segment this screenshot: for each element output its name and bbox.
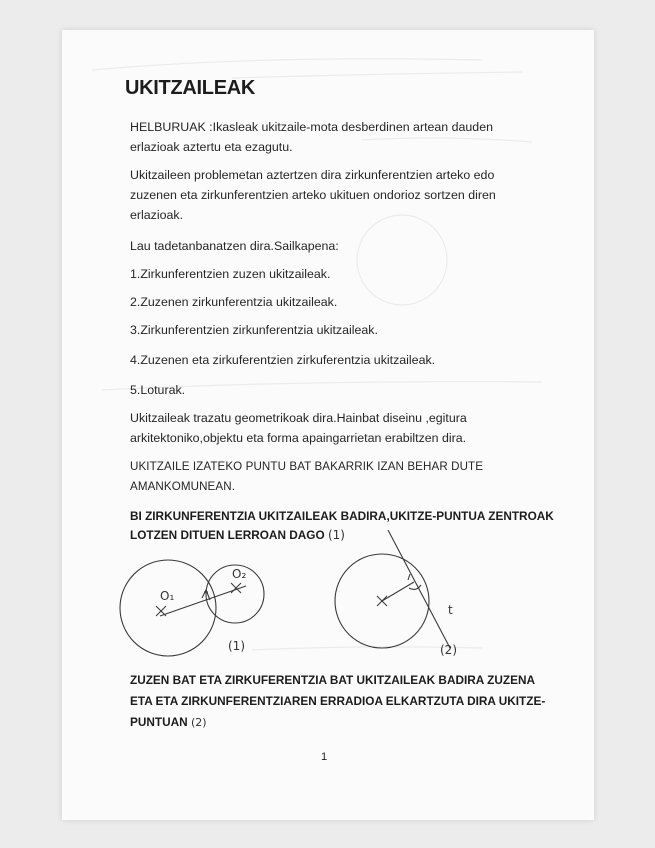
figure-2-label: (2)	[440, 643, 457, 657]
page-number: 1	[321, 751, 328, 763]
classification-item: 4.Zuzenen eta zirkuferentzien zirkuferentzia ukitzaileak.	[130, 353, 436, 367]
page-title: UKITZAILEAK	[125, 77, 256, 99]
line-t-label: t	[448, 603, 453, 617]
rule-line: ZUZEN BAT ETA ZIRKUFERENTZIA BAT UKITZAILEAK BADIRA ZUZENA	[130, 673, 535, 687]
classification-item: 2.Zuzenen zirkunferentzia ukitzaileak.	[130, 295, 338, 309]
center-mark-o1	[156, 606, 166, 616]
rule-line: PUNTUAN (2)	[130, 715, 207, 729]
radius	[382, 582, 414, 601]
classification-item: 5.Loturak.	[130, 383, 186, 397]
objective-line: erlazioak aztertu eta ezagutu.	[130, 140, 293, 154]
intro-line: erlazioak.	[130, 208, 184, 222]
o2-label: O₂	[232, 567, 247, 581]
rule-single-point: UKITZAILE IZATEKO PUNTU BAT BAKARRIK IZAN BEHAR DUTE	[130, 460, 484, 473]
o1-label: O₁	[160, 589, 175, 603]
classification-intro: Lau tadetanbanatzen dira.Sailkapena:	[130, 239, 339, 253]
rule-circles: BI ZIRKUNFERENTZIA UKITZAILEAK BADIRA,UKITZE-PUNTUA ZENTROAK	[130, 509, 554, 523]
rule-single-point: AMANKOMUNEAN.	[130, 480, 236, 493]
usage-line: Ukitzaileak trazatu geometrikoak dira.Hainbat diseinu ,egitura	[130, 411, 467, 425]
rule-circles-ref: (1)	[327, 528, 345, 542]
classification-item: 1.Zirkunferentzien zuzen ukitzaileak.	[130, 267, 331, 281]
intro-line: Ukitzaileen problemetan aztertzen dira zirkunferentzien arteko edo	[130, 168, 495, 182]
figure-2	[335, 530, 450, 648]
objective-line: HELBURUAK :Ikasleak ukitzaile-mota desberdinen artean dauden	[130, 120, 493, 134]
intro-line: zuzenen eta zirkunferentzien arteko ukituen ondorioz sortzen diren	[130, 188, 496, 202]
center-mark-fig2	[377, 596, 387, 606]
usage-line: arkitektoniko,objektu eta forma apaingarrietan erabiltzen dira.	[130, 431, 467, 445]
rule-circles: LOTZEN DITUEN LERROAN DAGO (1)	[130, 528, 345, 542]
circle-o1	[120, 560, 216, 656]
rule-line: ETA ETA ZIRKUNFERENTZIAREN ERRADIOA ELKARTZUTA DIRA UKITZE-	[130, 694, 546, 708]
tangency-figures	[110, 530, 530, 670]
figure-1-label: (1)	[228, 639, 245, 653]
rule-line-ref: (2)	[190, 716, 207, 729]
classification-item: 3.Zirkunferentzien zirkunferentzia ukitzaileak.	[130, 323, 378, 337]
